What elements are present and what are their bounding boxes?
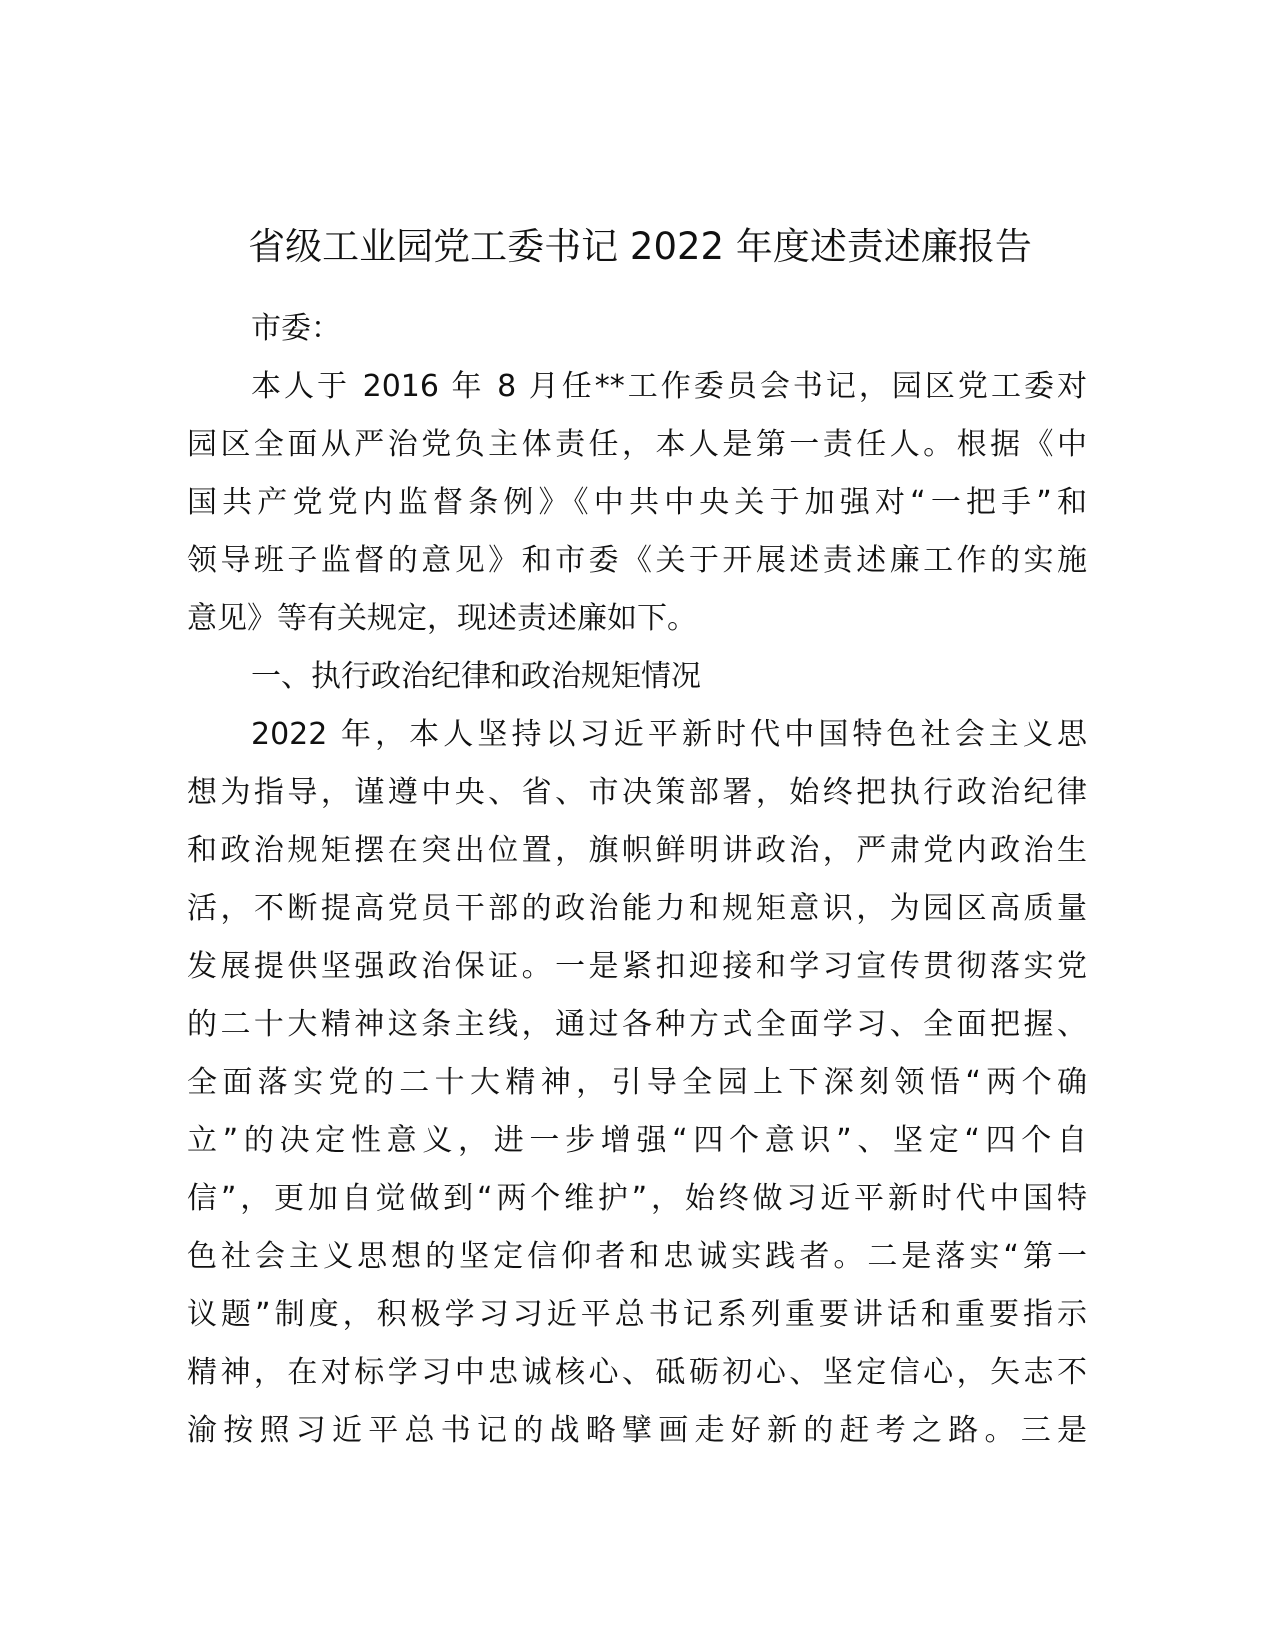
paragraph-line: 立”的决定性意义，进一步增强“四个意识”、坚定“四个自 <box>187 1123 1087 1158</box>
paragraph-line: 议题”制度，积极学习习近平总书记系列重要讲话和重要指示 <box>187 1297 1087 1332</box>
paragraph-line: 发展提供坚强政治保证。一是紧扣迎接和学习宣传贯彻落实党 <box>187 949 1087 984</box>
paragraph-line: 信”，更加自觉做到“两个维护”，始终做习近平新时代中国特 <box>187 1181 1087 1216</box>
paragraph-line: 国共产党党内监督条例》《中共中央关于加强对“一把手”和 <box>187 485 1087 520</box>
paragraph-political-discipline <box>187 706 1087 1460</box>
paragraph-line: 精神，在对标学习中忠诚核心、砥砺初心、坚定信心，矢志不 <box>187 1355 1087 1390</box>
paragraph-line: 想为指导，谨遵中央、省、市决策部署，始终把执行政治纪律 <box>187 775 1087 810</box>
paragraph-line: 的二十大精神这条主线，通过各种方式全面学习、全面把握、 <box>187 1007 1087 1042</box>
document-body <box>187 300 1087 1460</box>
paragraph-line: 意见》等有关规定，现述责述廉如下。 <box>187 601 697 636</box>
paragraph-line: 本人于 2016 年 8 月任**工作委员会书记，园区党工委对 <box>251 369 1087 404</box>
paragraph-line: 活，不断提高党员干部的政治能力和规矩意识，为园区高质量 <box>187 891 1087 926</box>
paragraph-line: 和政治规矩摆在突出位置，旗帜鲜明讲政治，严肃党内政治生 <box>187 833 1087 868</box>
salutation: 市委： <box>251 311 341 346</box>
paragraph-line: 2022 年，本人坚持以习近平新时代中国特色社会主义思 <box>251 717 1087 752</box>
paragraph-line: 全面落实党的二十大精神，引导全园上下深刻领悟“两个确 <box>187 1065 1087 1100</box>
document-title: 省级工业园党工委书记 2022 年度述责述廉报告 <box>248 225 1032 268</box>
paragraph-line: 色社会主义思想的坚定信仰者和忠诚实践者。二是落实“第一 <box>187 1239 1087 1274</box>
paragraph-intro <box>187 358 1087 648</box>
paragraph-line: 领导班子监督的意见》和市委《关于开展述责述廉工作的实施 <box>187 543 1087 578</box>
paragraph-line: 渝按照习近平总书记的战略擘画走好新的赶考之路。三是 <box>187 1413 1087 1448</box>
section-heading: 一、执行政治纪律和政治规矩情况 <box>251 659 701 694</box>
paragraph-line: 园区全面从严治党负主体责任，本人是第一责任人。根据《中 <box>187 427 1087 462</box>
